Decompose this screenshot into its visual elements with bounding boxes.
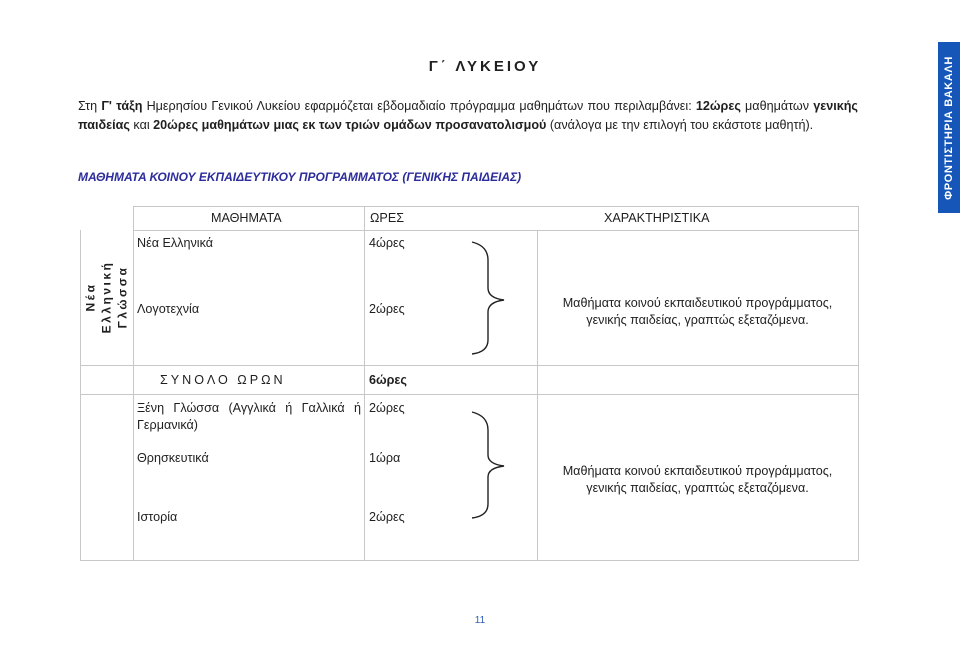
hours-cell: 2ώρες (369, 302, 405, 316)
characteristics-cell (540, 463, 855, 497)
intro-bold: 20ώρες μαθημάτων μιας εκ των τριών ομάδων προσανατολισμού (153, 118, 547, 132)
header-hours: ΩΡΕΣ (370, 211, 404, 225)
characteristics-line: γενικής παιδείας, γραπτώς εξεταζόμενα. (586, 313, 809, 327)
subject-cell: Ξένη Γλώσσα (Αγγλικά ή Γαλλικά ή Γερμανικά) (137, 401, 361, 432)
table-border-right (858, 206, 859, 561)
table-border-top (133, 206, 858, 207)
total-label: ΣΥΝΟΛΟ ΩΡΩΝ (160, 373, 286, 387)
hours-cell: 2ώρες (369, 510, 405, 524)
intro-text: Ημερησίου Γενικού Λυκείου εφαρμόζεται εβδομαδιαίο πρόγραμμα μαθημάτων που περιλαμβάνει: (142, 99, 696, 113)
table-border-bottom (80, 560, 858, 561)
characteristics-line: Μαθήματα κοινού εκπαιδευτικού προγράμματος, (562, 296, 833, 310)
table-divider-hours (364, 206, 365, 561)
subject-cell: Νέα Ελληνικά (137, 236, 214, 250)
page-number: 11 (474, 615, 486, 626)
total-hours: 6ώρες (369, 373, 407, 387)
curly-brace-icon (470, 240, 510, 356)
intro-text: (ανάλογα με την επιλογή του εκάστοτε μαθητή). (546, 118, 814, 132)
subject-cell: Ιστορία (137, 510, 178, 524)
intro-bold: 12ώρες (695, 99, 741, 113)
group-label-line: Ελληνική (99, 260, 113, 334)
section-heading: ΜΑΘΗΜΑΤΑ ΚΟΙΝΟΥ ΕΚΠΑΙΔΕΥΤΙΚΟΥ ΠΡΟΓΡΑΜΜΑΤΟΣ (ΓΕΝΙΚΗΣ ΠΑΙΔΕΙΑΣ) (78, 170, 522, 184)
characteristics-cell (540, 295, 855, 329)
intro-text: Στη (78, 99, 102, 113)
header-characteristics: ΧΑΡΑΚΤΗΡΙΣΤΙΚΑ (604, 211, 710, 225)
table-border-total-top (80, 365, 858, 366)
intro-bold: Γ' τάξη (101, 99, 143, 113)
intro-paragraph (78, 97, 858, 135)
hours-cell: 4ώρες (369, 236, 405, 250)
intro-text: και (129, 118, 154, 132)
group-label-modern-greek (78, 258, 134, 336)
intro-bold: γενικής παιδείας (78, 99, 858, 132)
page-title: Γ΄ ΛΥΚΕΙΟΥ (428, 58, 542, 75)
subject-cell: Θρησκευτικά (137, 451, 209, 465)
side-tab-label: ΦΡΟΝΤΙΣΤΗΡΙΑ ΒΑΚΑΛΗ (943, 55, 956, 200)
table-border-total-bottom (80, 394, 858, 395)
subject-cell: Λογοτεχνία (137, 302, 200, 316)
characteristics-line: γενικής παιδείας, γραπτώς εξεταζόμενα. (586, 481, 809, 495)
curly-brace-icon (470, 410, 510, 520)
table-border-header-bottom (133, 230, 858, 231)
header-subjects: ΜΑΘΗΜΑΤΑ (211, 211, 282, 225)
side-tab (938, 42, 960, 213)
characteristics-line: Μαθήματα κοινού εκπαιδευτικού προγράμματος, (562, 464, 833, 478)
hours-cell: 1ώρα (369, 451, 401, 465)
group-label-line: Γλώσσα (115, 265, 129, 329)
table-divider-characteristics (537, 230, 538, 561)
intro-text: μαθημάτων (740, 99, 814, 113)
hours-cell: 2ώρες (369, 401, 405, 415)
group-label-line: Νέα (83, 282, 97, 312)
